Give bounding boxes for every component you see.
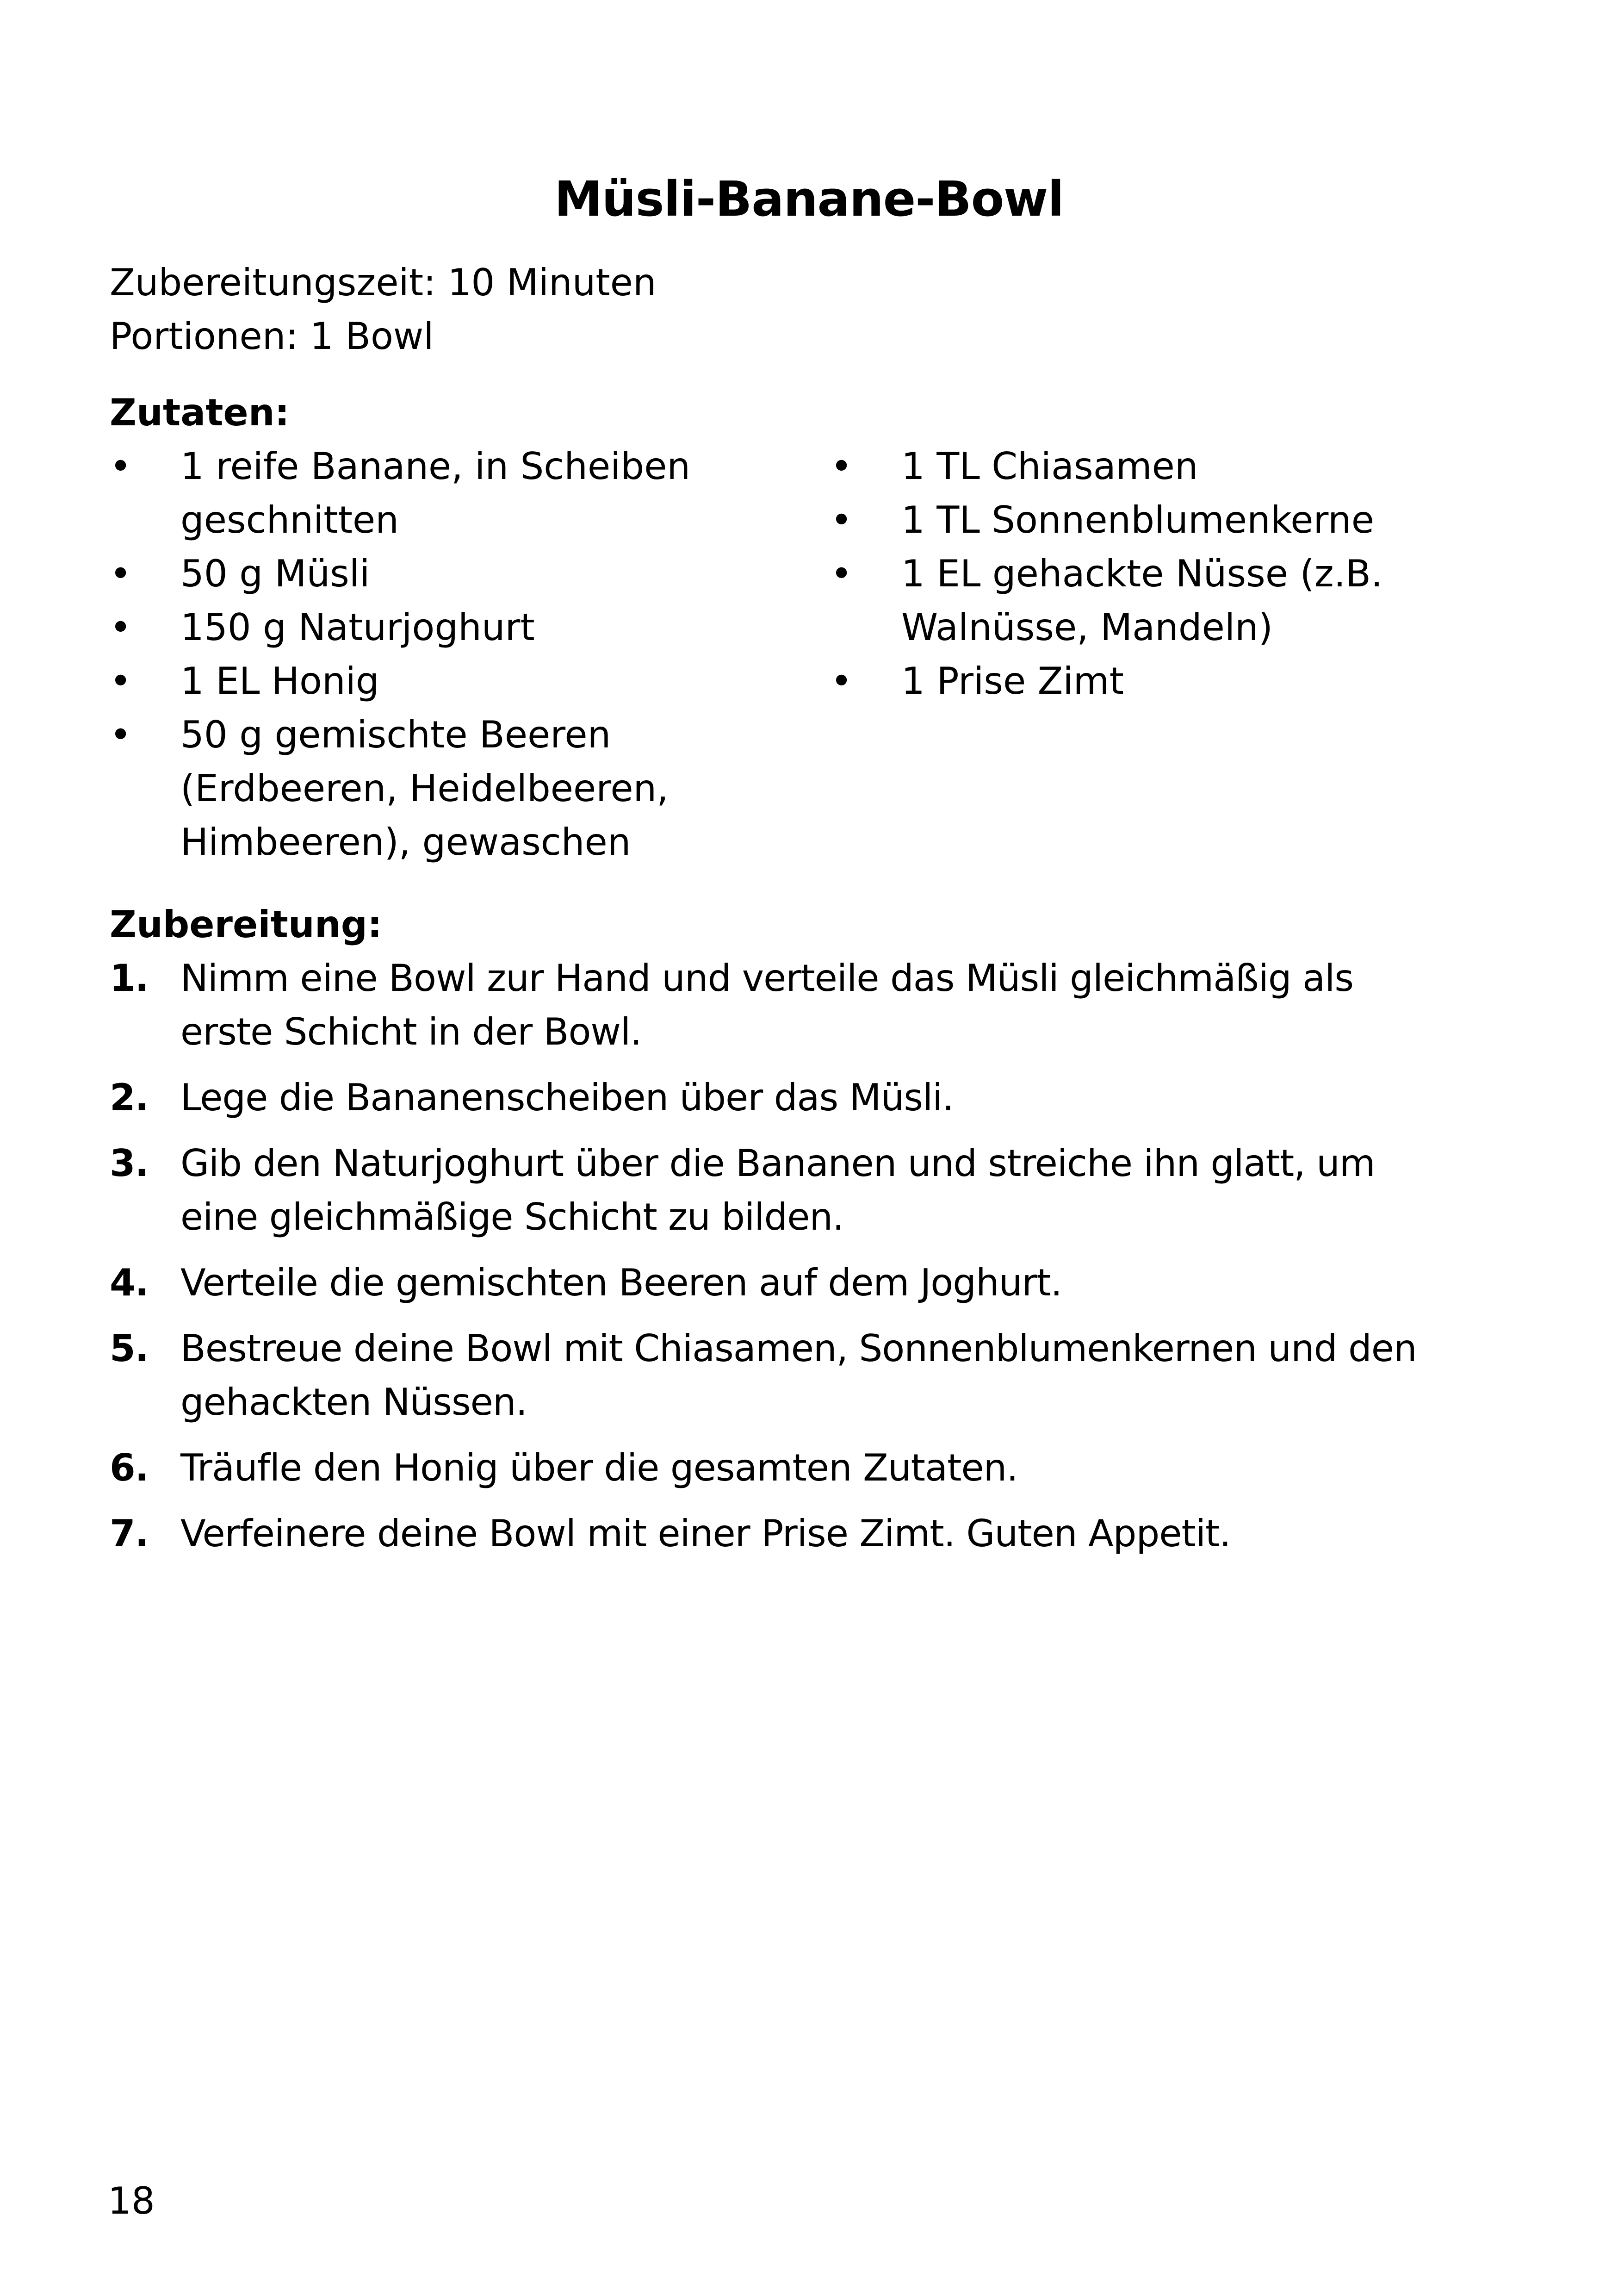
step-item bbox=[110, 1256, 1451, 1310]
ingredient-item bbox=[110, 654, 720, 708]
step-number: 5. bbox=[110, 1327, 149, 1370]
step-text: Verteile die gemischten Beeren auf dem Joghurt. bbox=[180, 1261, 1062, 1304]
step-text: Gib den Naturjoghurt über die Bananen und streiche ihn glatt, um eine gleichmäßige Schicht zu bilden. bbox=[180, 1142, 1375, 1238]
step-number: 3. bbox=[110, 1142, 149, 1185]
bullet-icon: • bbox=[110, 606, 132, 649]
ingredient-item bbox=[110, 601, 720, 654]
ingredient-text: 1 EL Honig bbox=[180, 660, 379, 703]
bullet-icon: • bbox=[831, 660, 853, 703]
ingredient-item bbox=[110, 708, 720, 869]
preparation-steps bbox=[110, 952, 1451, 1573]
ingredient-item bbox=[831, 493, 1478, 547]
step-number: 2. bbox=[110, 1076, 149, 1119]
step-text: Verfeinere deine Bowl mit einer Prise Zimt. Guten Appetit. bbox=[180, 1512, 1231, 1555]
bullet-icon: • bbox=[110, 660, 132, 703]
ingredient-item bbox=[831, 654, 1478, 708]
step-number: 7. bbox=[110, 1512, 149, 1555]
bullet-icon: • bbox=[831, 498, 853, 541]
step-number: 4. bbox=[110, 1261, 149, 1304]
preparation-heading: Zubereitung: bbox=[110, 903, 383, 946]
ingredients-list-left bbox=[110, 440, 720, 869]
ingredient-text: 1 TL Chiasamen bbox=[901, 445, 1198, 488]
ingredient-item bbox=[831, 440, 1478, 493]
ingredient-text: 1 TL Sonnenblumenkerne bbox=[901, 498, 1374, 541]
prep-time: Zubereitungszeit: 10 Minuten bbox=[110, 261, 657, 304]
step-text: Nimm eine Bowl zur Hand und verteile das Müsli gleichmäßig als erste Schicht in der Bowl. bbox=[180, 957, 1353, 1053]
bullet-icon: • bbox=[831, 552, 853, 595]
step-item bbox=[110, 1137, 1451, 1244]
page-number: 18 bbox=[108, 2179, 155, 2222]
step-item bbox=[110, 1071, 1451, 1125]
step-item bbox=[110, 952, 1451, 1059]
ingredient-text: 1 reife Banane, in Scheiben geschnitten bbox=[180, 445, 691, 541]
bullet-icon: • bbox=[110, 445, 132, 488]
ingredient-text: 150 g Naturjoghurt bbox=[180, 606, 535, 649]
ingredient-item bbox=[110, 440, 720, 547]
bullet-icon: • bbox=[110, 552, 132, 595]
ingredient-text: 1 Prise Zimt bbox=[901, 660, 1124, 703]
ingredient-item bbox=[110, 547, 720, 601]
step-item bbox=[110, 1507, 1451, 1561]
ingredient-text: 50 g gemischte Beeren (Erdbeeren, Heidelbeeren, Himbeeren), gewaschen bbox=[180, 713, 669, 864]
ingredients-heading: Zutaten: bbox=[110, 391, 290, 434]
portions: Portionen: 1 Bowl bbox=[110, 315, 434, 358]
ingredients-list-right bbox=[831, 440, 1478, 708]
step-number: 6. bbox=[110, 1446, 149, 1489]
recipe-meta bbox=[110, 256, 657, 363]
step-number: 1. bbox=[110, 957, 149, 1000]
step-item bbox=[110, 1322, 1451, 1429]
bullet-icon: • bbox=[831, 445, 853, 488]
ingredient-item bbox=[831, 547, 1478, 654]
step-text: Lege die Bananenscheiben über das Müsli. bbox=[180, 1076, 954, 1119]
bullet-icon: • bbox=[110, 713, 132, 756]
ingredient-text: 50 g Müsli bbox=[180, 552, 370, 595]
ingredient-text: 1 EL gehackte Nüsse (z.B. Walnüsse, Mandeln) bbox=[901, 552, 1383, 649]
step-item bbox=[110, 1441, 1451, 1495]
recipe-title: Müsli-Banane-Bowl bbox=[554, 171, 1064, 227]
step-text: Bestreue deine Bowl mit Chiasamen, Sonnenblumenkernen und den gehackten Nüssen. bbox=[180, 1327, 1417, 1424]
step-text: Träufle den Honig über die gesamten Zutaten. bbox=[180, 1446, 1018, 1489]
